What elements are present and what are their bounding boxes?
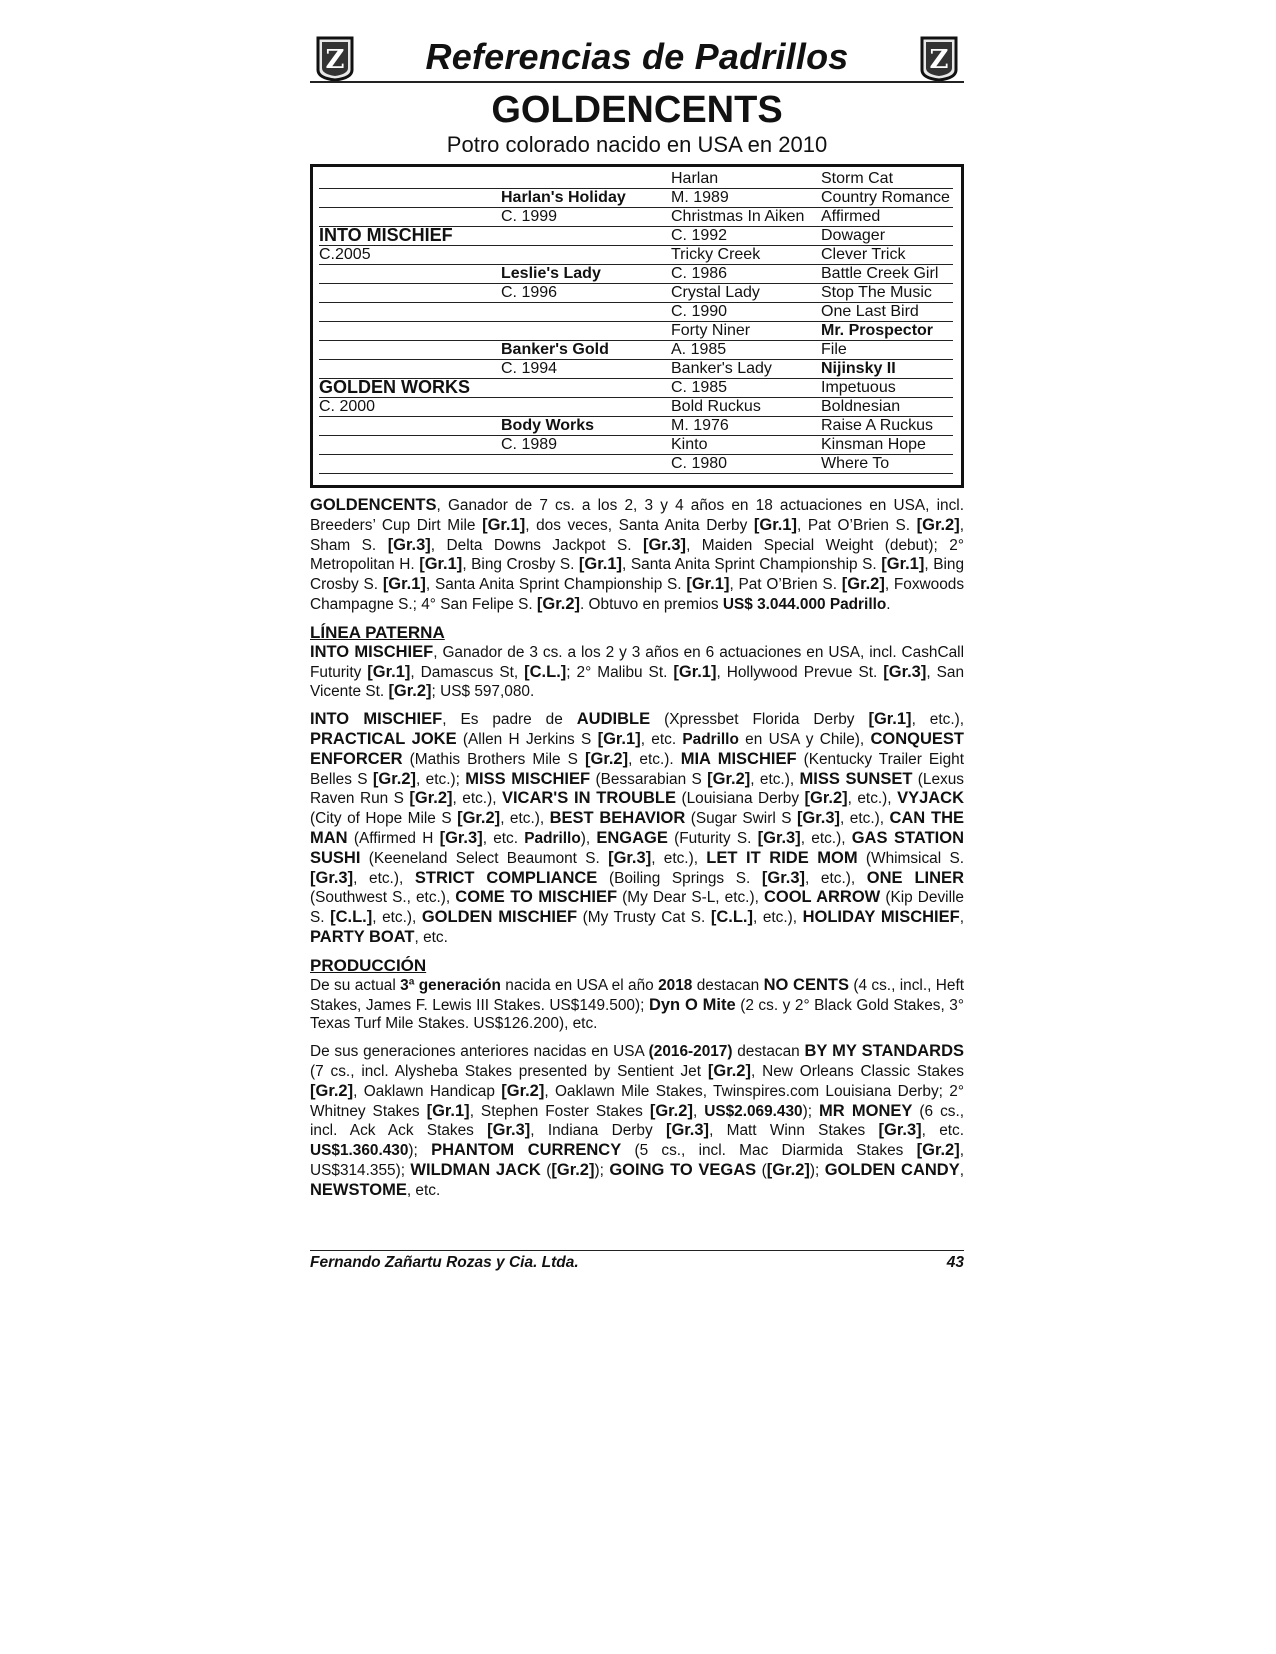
production-paragraph-1: De su actual 3ª generación nacida en USA el año 2018 destacan NO CENTS (4 cs., incl., Heft Stakes, James F. Lewis III Stakes. US$149.500); Dyn O Mite (2 cs. y 2° Black Gold Stakes, 3° Texas Turf Mile Stakes. US$126.200), etc. [310,975,964,1033]
pedigree-row: Banker's Gold A. 1985 File [319,340,953,360]
pedigree-row: C. 2000 Bold Ruckus Boldnesian [319,397,953,417]
pedigree-row: Forty Niner Mr. Prospector [319,321,953,341]
pedigree-row: Harlan's Holiday M. 1989 Country Romance [319,188,953,208]
page-number: 43 [946,1254,964,1271]
svg-text:Z: Z [325,45,345,75]
pedigree-row: C. 1990 One Last Bird [319,302,953,322]
pedigree-row: Leslie's Lady C. 1986 Battle Creek Girl [319,264,953,284]
horse-name: GOLDENCENTS [491,89,783,131]
pedigree-row: C. 1980 Where To [319,454,953,474]
header-title: Referencias de Padrillos [425,36,849,77]
footer-company: Fernando Zañartu Rozas y Cia. Ltda. [310,1254,579,1271]
pedigree-row: Body Works M. 1976 Raise A Ruckus [319,416,953,436]
page-footer [310,1250,964,1272]
body-text [310,496,964,1201]
pedigree-row: Harlan Storm Cat [319,169,953,189]
pedigree-row: GOLDEN WORKS C. 1985 Impetuous [319,378,953,398]
race-record-paragraph: GOLDENCENTS, Ganador de 7 cs. a los 2, 3 y 4 años en 18 actuaciones en USA, incl. Breeders’ Cup Dirt Mile [Gr.1], dos veces, Santa Anita Derby [Gr.1], Pat O’Brien S. [Gr.2], Sham S. [Gr.3], Delta Downs Jackpot S. [Gr.3], Maiden Special Weight (debut); 2° Metropolitan H. [Gr.1], Bing Crosby S. [Gr.1], Santa Anita Sprint Championship S. [Gr.1], Bing Crosby S. [Gr.1], Santa Anita Sprint Championship S. [Gr.1], Pat O’Brien S. [Gr.2], Foxwoods Champagne S.; 4° San Felipe S. [Gr.2]. Obtuvo en premios US$ 3.044.000 Padrillo. [310,496,965,613]
horse-subtitle: Potro colorado nacido en USA en 2010 [446,132,828,157]
svg-text:Z: Z [929,45,949,75]
pedigree-table [310,164,964,488]
pedigree-row: C. 1996 Crystal Lady Stop The Music [319,283,953,303]
document-page [310,30,964,1209]
sire-paragraph: INTO MISCHIEF, Ganador de 3 cs. a los 2 y 3 años en 6 actuaciones en USA, incl. CashCall Futurity [Gr.1], Damascus St, [C.L.]; 2° Malibu St. [Gr.1], Hollywood Prevue St. [Gr.3], San Vicente St. [Gr.2]; US$ 597,080. [310,642,964,701]
sire-progeny-paragraph: INTO MISCHIEF, Es padre de AUDIBLE (Xpressbet Florida Derby [Gr.1], etc.), PRACTICAL JOKE (Allen H Jerkins S [Gr.1], etc. Padrillo en USA y Chile), CONQUEST ENFORCER (Mathis Brothers Mile S [Gr.2], etc.). MIA MISCHIEF (Kentucky Trailer Eight Belles S [Gr.2], etc.); MISS MISCHIEF (Bessarabian S [Gr.2], etc.), MISS SUNSET (Lexus Raven Run S [Gr.2], etc.), VICAR'S IN TROUBLE (Louisiana Derby [Gr.2], etc.), VYJACK (City of Hope Mile S [Gr.2], etc.), BEST BEHAVIOR (Sugar Swirl S [Gr.3], etc.), CAN THE MAN (Affirmed H [Gr.3], etc. Padrillo), ENGAGE (Futurity S. [Gr.3], etc.), GAS STATION SUSHI (Keeneland Select Beaumont S. [Gr.3], etc.), LET IT RIDE MOM (Whimsical S. [Gr.3], etc.), STRICT COMPLIANCE (Boiling Springs S. [Gr.3], etc.), ONE LINER (Southwest S., etc.), COME TO MISCHIEF (My Dear S-L, etc.), COOL ARROW (Kip Deville S. [C.L.], etc.), GOLDEN MISCHIEF (My Trusty Cat S. [C.L.], etc.), HOLIDAY MISCHIEF, PARTY BOAT, etc. [310,710,965,946]
production-paragraph-2: De sus generaciones anteriores nacidas en USA (2016-2017) destacan BY MY STANDARDS (7 cs., incl. Alysheba Stakes presented by Sentient Jet [Gr.2], New Orleans Classic Stakes [Gr.2], Oaklawn Handicap [Gr.2], Oaklawn Mile Stakes, Twinspires.com Louisiana Derby; 2° Whitney Stakes [Gr.1], Stephen Foster Stakes [Gr.2], US$2.069.430); MR MONEY (6 cs., incl. Ack Ack Stakes [Gr.3], Indiana Derby [Gr.3], Matt Winn Stakes [Gr.3], etc. US$1.360.430); PHANTOM CURRENCY (5 cs., incl. Mac Diarmida Stakes [Gr.2], US$314.355); WILDMAN JACK ([Gr.2]); GOING TO VEGAS ([Gr.2]); GOLDEN CANDY, NEWSTOME, etc. [310,1042,965,1199]
pedigree-row: C.2005 Tricky Creek Clever Trick [319,245,953,265]
section-heading-linea-paterna: LÍNEA PATERNA [310,622,445,642]
pedigree-row: C. 1989 Kinto Kinsman Hope [319,435,953,455]
pedigree-row: C. 1999 Christmas In Aiken Affirmed [319,207,953,227]
brand-logo-icon [916,34,962,82]
page-header [310,30,964,86]
pedigree-row: C. 1994 Banker's Lady Nijinsky II [319,359,953,379]
header-rule [310,81,964,83]
pedigree-row: INTO MISCHIEF C. 1992 Dowager [319,226,953,246]
section-heading-produccion: PRODUCCIÓN [310,955,427,975]
